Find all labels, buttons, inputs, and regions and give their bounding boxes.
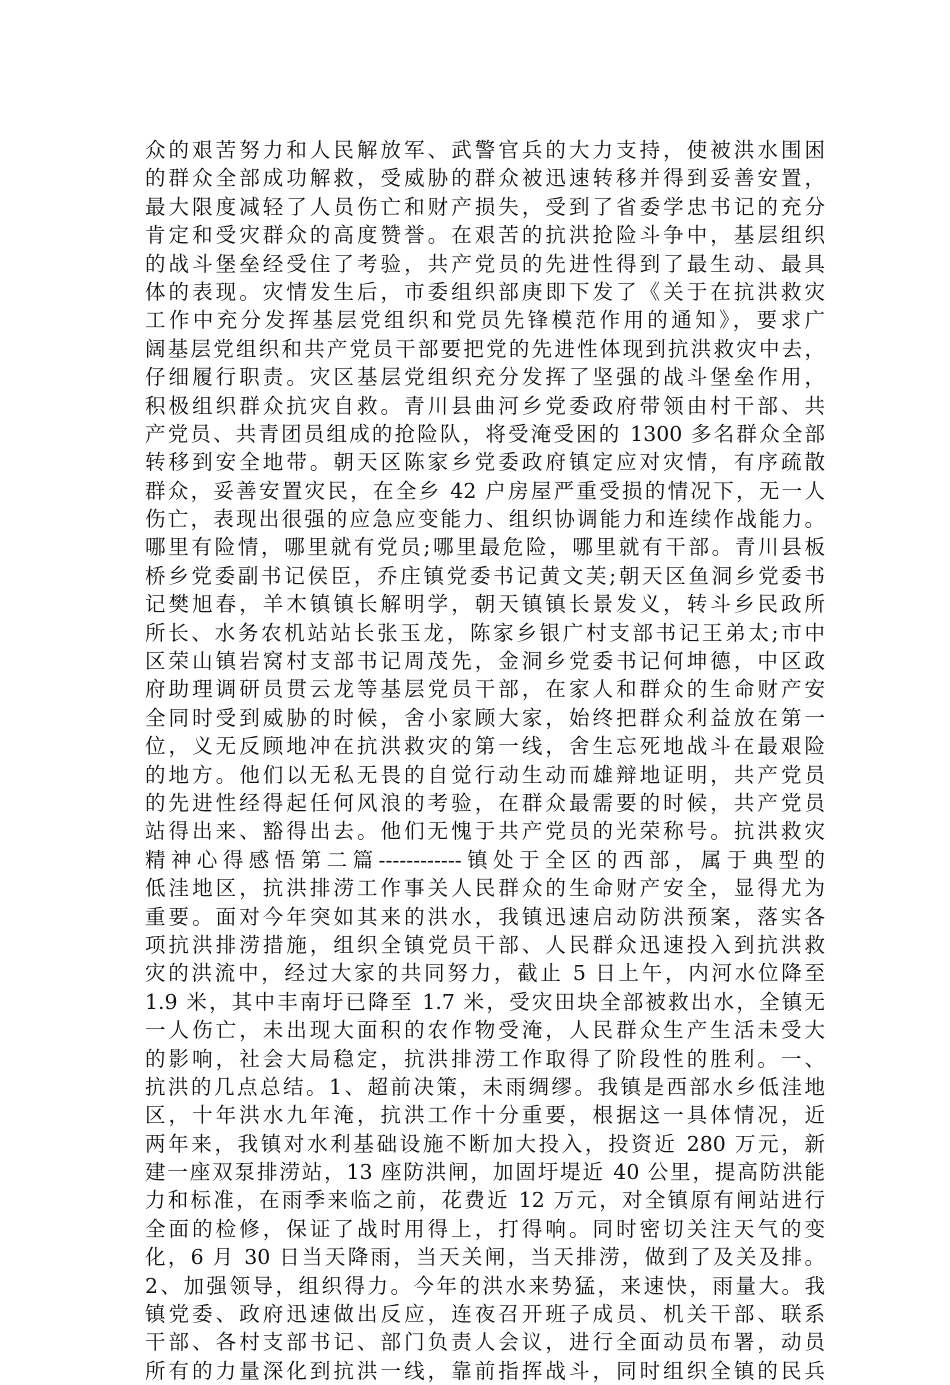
text-line: 阔基层党组织和共产党员干部要把党的先进性体现到抗洪救灾中去， (145, 336, 825, 361)
text-line: 两年来，我镇对水利基础设施不断加大投入，投资近 280 万元，新 (145, 1131, 825, 1156)
text-line: 力和标准，在雨季来临之前，花费近 12 万元，对全镇原有闸站进行 (145, 1188, 825, 1213)
text-line: 产党员、共青团员组成的抢险队，将受淹受困的 1300 多名群众全部 (145, 421, 825, 446)
text-line: 的地方。他们以无私无畏的自觉行动生动而雄辩地证明，共产党员 (145, 762, 825, 787)
text-line: 化，6 月 30 日当天降雨，当天关闸，当天排涝，做到了及关及排。 (145, 1245, 825, 1270)
text-line: 的影响，社会大局稳定，抗洪排涝工作取得了阶段性的胜利。一、 (145, 1046, 825, 1071)
text-line: 仔细履行职责。灾区基层党组织充分发挥了坚强的战斗堡垒作用， (145, 365, 825, 390)
text-line: 府助理调研员贯云龙等基层党员干部，在家人和群众的生命财产安 (145, 677, 825, 702)
text-line: 灾的洪流中，经过大家的共同努力，截止 5 日上午，内河水位降至 (145, 961, 825, 986)
text-line: 精神心得感悟第二篇------------镇处于全区的西部，属于典型的 (145, 847, 825, 872)
text-line: 全同时受到威胁的时候，舍小家顾大家，始终把群众利益放在第一 (145, 705, 825, 730)
text-line: 镇党委、政府迅速做出反应，连夜召开班子成员、机关干部、联系 (145, 1302, 825, 1327)
text-line: 全面的检修，保证了战时用得上，打得响。同时密切关注天气的变 (145, 1216, 825, 1241)
text-line: 桥乡党委副书记侯臣，乔庄镇党委书记黄文芙;朝天区鱼洞乡党委书 (145, 563, 825, 588)
text-line: 建一座双泵排涝站，13 座防洪闸，加固圩堤近 40 公里，提高防洪能 (145, 1160, 825, 1185)
text-line: 记樊旭春，羊木镇镇长解明学，朝天镇镇长景发义，转斗乡民政所 (145, 592, 825, 617)
text-line: 1.9 米，其中丰南圩已降至 1.7 米，受灾田块全部被救出水，全镇无 (145, 989, 825, 1014)
text-line: 2、加强领导，组织得力。今年的洪水来势猛，来速快，雨量大。我 (145, 1273, 825, 1298)
text-line: 所有的力量深化到抗洪一线，靠前指挥战斗，同时组织全镇的民兵 (145, 1358, 825, 1383)
text-line: 区荣山镇岩窝村支部书记周茂先，金洞乡党委书记何坤德，中区政 (145, 649, 825, 674)
text-line: 哪里有险情，哪里就有党员;哪里最危险，哪里就有干部。青川县板 (145, 535, 825, 560)
text-line: 众的艰苦努力和人民解放军、武警官兵的大力支持，使被洪水围困 (145, 138, 825, 162)
text-line: 转移到安全地带。朝天区陈家乡党委政府镇定应对灾情，有序疏散 (145, 450, 825, 475)
text-line: 位，义无反顾地冲在抗洪救灾的第一线，舍生忘死地战斗在最艰险 (145, 734, 825, 759)
text-line: 的先进性经得起任何风浪的考验，在群众最需要的时候，共产党员 (145, 790, 825, 815)
text-line: 项抗洪排涝措施，组织全镇党员干部、人民群众迅速投入到抗洪救 (145, 932, 825, 957)
text-line: 的战斗堡垒经受住了考验，共产党员的先进性得到了最生动、最具 (145, 251, 825, 276)
text-line: 干部、各村支部书记、部门负责人会议，进行全面动员布署，动员 (145, 1330, 825, 1355)
text-line: 低洼地区，抗洪排涝工作事关人民群众的生命财产安全，显得尤为 (145, 876, 825, 901)
text-line: 伤亡，表现出很强的应急应变能力、组织协调能力和连续作战能力。 (145, 507, 825, 532)
text-line: 一人伤亡，未出现大面积的农作物受淹，人民群众生产生活未受大 (145, 1018, 825, 1043)
text-line: 肯定和受灾群众的高度赞誉。在艰苦的抗洪抢险斗争中，基层组织 (145, 223, 825, 248)
text-line: 所长、水务农机站站长张玉龙，陈家乡银广村支部书记王弟太;市中 (145, 620, 825, 645)
text-line: 站得出来、豁得出去。他们无愧于共产党员的光荣称号。抗洪救灾 (145, 819, 825, 844)
text-line: 最大限度减轻了人员伤亡和财产损失，受到了省委学忠书记的充分 (145, 194, 825, 219)
text-line: 体的表现。灾情发生后，市委组织部庚即下发了《关于在抗洪救灾 (145, 279, 825, 304)
text-line: 积极组织群众抗灾自救。青川县曲河乡党委政府带领由村干部、共 (145, 393, 825, 418)
text-line: 群众，妥善安置灾民，在全乡 42 户房屋严重受损的情况下，无一人 (145, 478, 825, 503)
text-line: 抗洪的几点总结。1、超前决策，未雨绸缪。我镇是西部水乡低洼地 (145, 1074, 825, 1099)
text-line: 区，十年洪水九年淹，抗洪工作十分重要，根据这一具体情况，近 (145, 1103, 825, 1128)
text-line: 工作中充分发挥基层党组织和党员先锋模范作用的通知》，要求广 (145, 308, 825, 333)
text-line: 重要。面对今年突如其来的洪水，我镇迅速启动防洪预案，落实各 (145, 904, 825, 929)
document-body (145, 136, 825, 1385)
text-line: 的群众全部成功解救，受威胁的群众被迅速转移并得到妥善安置， (145, 166, 825, 191)
